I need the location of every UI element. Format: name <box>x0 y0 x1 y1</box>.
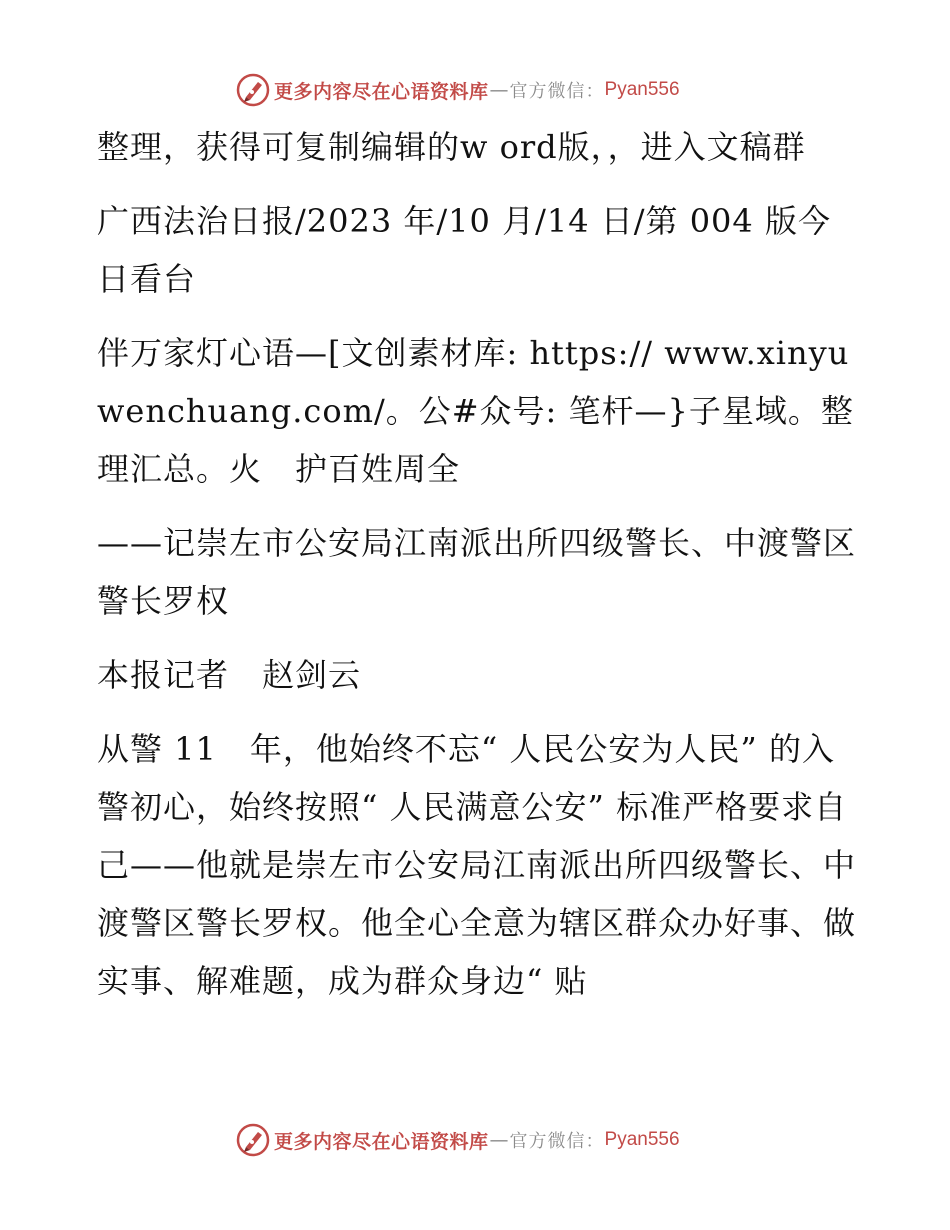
paragraph-subtitle: ——记崇左市公安局江南派出所四级警长、中渡警区警长罗权 <box>97 524 857 620</box>
watermark-wechat-id: Pyan556 <box>604 79 680 100</box>
footer-watermark <box>236 1122 680 1158</box>
paragraph-intro: 整理，获得可复制编辑的w ord版，，进入文稿群 <box>97 128 806 166</box>
paragraph-source: 广西法治日报/2023 年/10 月/14 日/第 004 版今日看台 <box>97 202 831 298</box>
watermark-dash: — <box>489 1129 509 1151</box>
paragraph-body: 从警 11 年，他始终不忘“ 人民公安为人民” 的入警初心，始终按照“ 人民满意公安” 标准严格要求自己——他就是崇左市公安局江南派出所四级警长、中渡警区警长罗权。他全心全意为辖区群众办好事、做实事、解难题，成为群众身边“ 贴 <box>97 730 857 1000</box>
paragraph-byline: 本报记者 赵剑云 <box>97 656 362 694</box>
watermark-site-text: 更多内容尽在心语资料库 <box>274 80 489 103</box>
pen-logo-icon <box>236 1123 270 1157</box>
watermark-site-text: 更多内容尽在心语资料库 <box>274 1130 489 1153</box>
watermark-wechat-label: 官方微信： <box>509 1131 605 1152</box>
pen-logo-icon <box>236 73 270 107</box>
watermark-wechat-label: 官方微信： <box>509 81 605 102</box>
document-body <box>97 118 857 1026</box>
header-watermark <box>236 72 680 108</box>
watermark-dash: — <box>489 79 509 101</box>
paragraph-title: 伴万家灯心语—[文创素材库: https:// www.xinyuwenchuang.com/。公#众号: 笔杆—}子星域。整理汇总。火 护百姓周全 <box>97 334 854 488</box>
watermark-wechat-id: Pyan556 <box>604 1129 680 1150</box>
